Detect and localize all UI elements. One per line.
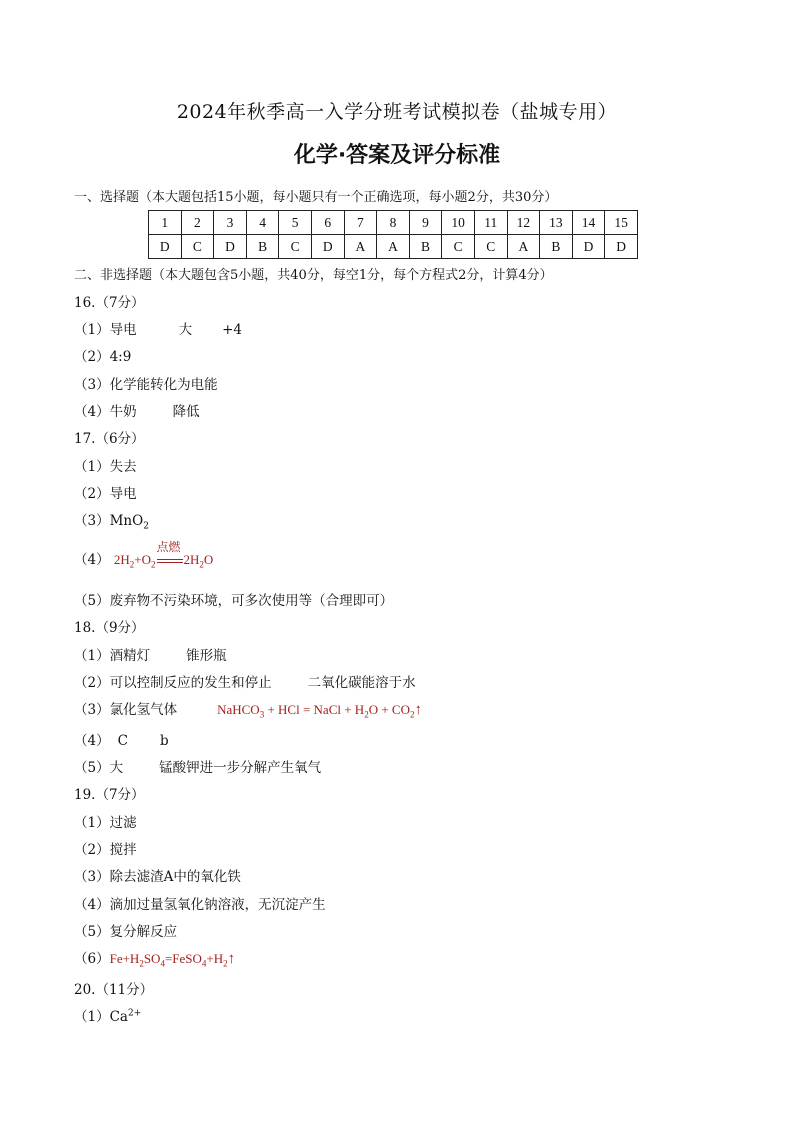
answer-cell: C [181, 235, 214, 259]
q20-heading: 20.（11分） [74, 982, 154, 998]
answer-formula: Ca [109, 1009, 128, 1025]
part-label: （4） [74, 897, 110, 913]
part-label: （6） [74, 951, 110, 967]
question-number-cell: 13 [540, 211, 573, 235]
part-label: （2） [74, 349, 110, 365]
q19-part6 [74, 947, 235, 969]
q19-part4 [74, 893, 326, 913]
question-number-cell: 10 [442, 211, 475, 235]
answer-cell: D [572, 235, 605, 259]
page-title: 2024年秋季高一入学分班考试模拟卷（盐城专用） [176, 101, 618, 123]
answer-cell: A [507, 235, 540, 259]
q19-part1 [74, 811, 137, 831]
question-number-cell: 4 [246, 211, 279, 235]
part-label: （3） [74, 869, 110, 885]
answer-formula: MnO [109, 513, 144, 529]
answer-cell: D [311, 235, 344, 259]
answer-text: 大 [109, 760, 124, 776]
answer-text: 可以控制反应的发生和停止 [109, 675, 272, 691]
part-label: （2） [74, 486, 110, 502]
section2-heading: 二、非选择题（本大题包含5小题，共40分，每空1分，每个方程式2分，计算4分） [74, 268, 553, 283]
part-label: （3） [74, 377, 110, 393]
q18-heading: 18.（9分） [74, 620, 145, 636]
answer-text: 废弃物不污染环境，可多次使用等（合理即可） [109, 593, 394, 609]
answer-text: 除去滤渣A中的氧化铁 [109, 869, 241, 885]
answer-text: 失去 [109, 459, 137, 475]
q17-part1 [74, 455, 137, 475]
answer-text: 导电 [109, 486, 137, 502]
q20-part1 [74, 1005, 141, 1025]
superscript: 2+ [127, 1008, 142, 1019]
reaction-equation: $Fe+H_2SO_4=FeSO_4+H_2↑$ [109, 951, 236, 969]
answer-cell: C [442, 235, 475, 259]
part-label: （5） [74, 593, 110, 609]
part-label: （5） [74, 760, 110, 776]
answer-cell: D [214, 235, 247, 259]
q17-part5 [74, 589, 393, 609]
question-number-cell: 6 [311, 211, 344, 235]
q16-part1 [74, 318, 242, 338]
answer-text: 氯化氢气体 [109, 702, 178, 718]
answer-row [149, 235, 638, 259]
answer-cell: B [409, 235, 442, 259]
answer-cell: D [605, 235, 638, 259]
part-label: （1） [74, 459, 110, 475]
part-label: （2） [74, 842, 110, 858]
answer-text: 4:9 [109, 349, 132, 365]
answer-text: 化学能转化为电能 [109, 377, 218, 393]
question-number-cell: 1 [149, 211, 182, 235]
q17-part4 [74, 540, 214, 570]
part-label: （1） [74, 815, 110, 831]
q16-part4 [74, 400, 200, 420]
question-number-cell: 7 [344, 211, 377, 235]
q19-part3 [74, 865, 241, 885]
q18-part5 [74, 756, 321, 776]
answer-text: 锥形瓶 [186, 648, 227, 664]
part-label: （1） [74, 648, 110, 664]
question-number-cell: 5 [279, 211, 312, 235]
answer-text: 牛奶 [109, 404, 137, 420]
q18-part2 [74, 671, 416, 691]
part-label: （5） [74, 924, 110, 940]
reaction-condition: 点燃 [156, 552, 184, 568]
question-number-cell: 3 [214, 211, 247, 235]
part-label: （3） [74, 702, 110, 718]
answer-text: 二氧化碳能溶于水 [307, 675, 416, 691]
q16-part2 [74, 345, 131, 365]
answer-text: 过滤 [109, 815, 137, 831]
answer-cell: A [344, 235, 377, 259]
answer-text: 滴加过量氢氧化钠溶液，无沉淀产生 [109, 897, 326, 913]
answer-cell: B [540, 235, 573, 259]
question-number-cell: 14 [572, 211, 605, 235]
part-label: （2） [74, 675, 110, 691]
q19-part5 [74, 920, 177, 940]
q18-part3 [74, 698, 422, 720]
answer-text: b [159, 733, 169, 749]
q17-part2 [74, 482, 137, 502]
equals-bar [157, 559, 183, 563]
q18-part1 [74, 644, 227, 664]
answer-text: 导电 [109, 322, 137, 338]
q18-part4 [74, 729, 169, 749]
answer-text: 锰酸钾进一步分解产生氧气 [159, 760, 322, 776]
answer-table [148, 210, 638, 259]
answer-cell: B [246, 235, 279, 259]
answer-cell: D [149, 235, 182, 259]
answer-cell: C [474, 235, 507, 259]
part-label: （4） [74, 552, 110, 568]
combustion-equation: $2H_2+O_2$ 点燃 $2H_2O$ [113, 540, 214, 570]
question-number-cell: 9 [409, 211, 442, 235]
q17-heading: 17.（6分） [74, 431, 145, 447]
page-subtitle: 化学·答案及评分标准 [293, 143, 501, 168]
question-number-cell: 12 [507, 211, 540, 235]
q16-part3 [74, 373, 218, 393]
question-number-cell: 15 [605, 211, 638, 235]
part-label: （1） [74, 322, 110, 338]
part-label: （1） [74, 1009, 110, 1025]
q16-heading: 16.（7分） [74, 295, 145, 311]
question-number-cell: 8 [377, 211, 410, 235]
part-label: （3） [74, 513, 110, 529]
q19-part2 [74, 838, 137, 858]
part-label: （4） [74, 733, 110, 749]
question-number-row [149, 211, 638, 235]
question-number-cell: 11 [474, 211, 507, 235]
question-number-cell: 2 [181, 211, 214, 235]
answer-text: 大 [178, 322, 193, 338]
q19-heading: 19.（7分） [74, 787, 145, 803]
answer-cell: C [279, 235, 312, 259]
answer-text: +4 [222, 322, 242, 338]
answer-text: C [117, 733, 128, 749]
answer-text: 搅拌 [109, 842, 137, 858]
answer-text: 酒精灯 [109, 648, 151, 664]
answer-text: 复分解反应 [109, 924, 178, 940]
q17-part3 [74, 509, 149, 532]
part-label: （4） [74, 404, 110, 420]
subscript: 2 [143, 521, 149, 532]
answer-text: 降低 [172, 404, 200, 420]
section1-heading: 一、选择题（本大题包括15小题，每小题只有一个正确选项，每小题2分，共30分） [74, 190, 558, 205]
answer-cell: A [377, 235, 410, 259]
reaction-equation: NaHCO$_3$ + HCl = NaCl + $H_2O$ + $CO_2↑$ [217, 702, 422, 720]
